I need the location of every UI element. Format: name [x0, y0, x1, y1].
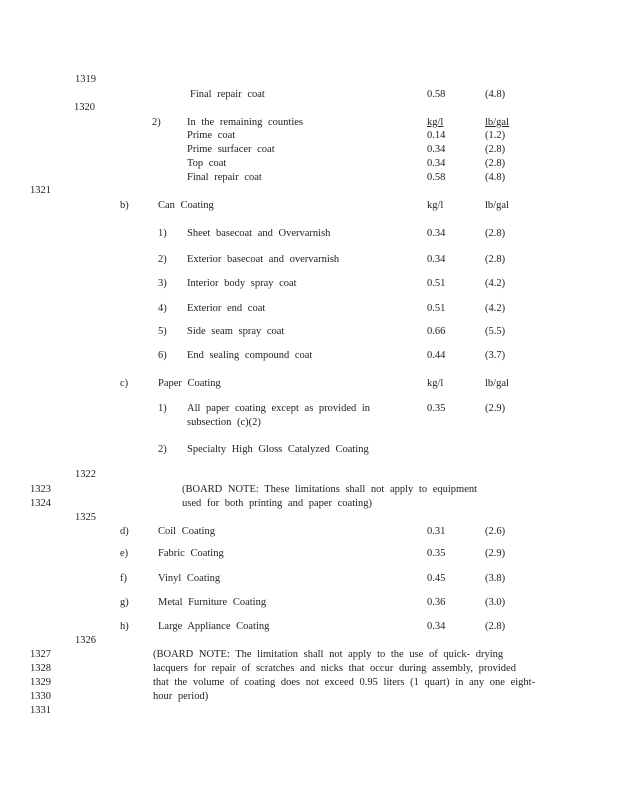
value-lb: (5.5) [485, 326, 506, 337]
row-label: Top coat [187, 158, 227, 169]
item-number: 2) [158, 254, 167, 265]
value-kg: 0.51 [427, 303, 446, 314]
value-kg: 0.34 [427, 621, 446, 632]
line-number: 1319 [75, 74, 96, 85]
line-number: 1330 [30, 691, 51, 702]
value-kg: 0.58 [427, 172, 446, 183]
section-marker: e) [120, 548, 129, 559]
value-kg: 0.66 [427, 326, 446, 337]
value-lb: (2.8) [485, 158, 506, 169]
line-number: 1328 [30, 663, 51, 674]
row-label: Prime coat [187, 130, 236, 141]
line-number: 1327 [30, 649, 51, 660]
unit-kg-header: kg/l [427, 117, 444, 128]
value-kg: 0.58 [427, 89, 446, 100]
unit-lb-header: lb/gal [485, 200, 509, 211]
section-title: Coil Coating [158, 526, 215, 537]
value-lb: (3.8) [485, 573, 506, 584]
item-number: 3) [158, 278, 167, 289]
value-kg: 0.34 [427, 228, 446, 239]
row-label: Prime surfacer coat [187, 144, 275, 155]
section-title: Fabric Coating [158, 548, 224, 559]
line-number: 1331 [30, 705, 51, 716]
value-lb: (2.9) [485, 403, 506, 414]
value-kg: 0.51 [427, 278, 446, 289]
item-number: 4) [158, 303, 167, 314]
item-marker: 2) [152, 117, 161, 128]
row-label: Final repair coat [190, 89, 265, 100]
item-label: Specialty High Gloss Catalyzed Coating [187, 444, 369, 455]
section-title: Can Coating [158, 200, 214, 211]
item-label: End sealing compound coat [187, 350, 313, 361]
line-number: 1326 [75, 635, 96, 646]
item-number: 2) [158, 444, 167, 455]
value-lb: (3.7) [485, 350, 506, 361]
value-lb: (1.2) [485, 130, 506, 141]
section-title: Vinyl Coating [158, 573, 221, 584]
value-kg: 0.45 [427, 573, 446, 584]
line-number: 1321 [30, 185, 51, 196]
value-kg: 0.36 [427, 597, 446, 608]
section-marker: d) [120, 526, 129, 537]
line-number: 1320 [74, 102, 95, 113]
board-note-line: (BOARD NOTE: The limitation shall not apply to the use of quick- drying [153, 649, 504, 660]
section-title: Paper Coating [158, 378, 221, 389]
item-label: Sheet basecoat and Overvarnish [187, 228, 331, 239]
value-lb: (2.6) [485, 526, 506, 537]
board-note-line: used for both printing and paper coating) [182, 498, 373, 509]
section-marker: b) [120, 200, 129, 211]
item-number: 5) [158, 326, 167, 337]
item-number: 6) [158, 350, 167, 361]
board-note-line: hour period) [153, 691, 209, 702]
row-label: Final repair coat [187, 172, 262, 183]
section-title: Large Appliance Coating [158, 621, 270, 632]
value-lb: (2.8) [485, 621, 506, 632]
item-label: Exterior end coat [187, 303, 266, 314]
value-kg: 0.35 [427, 548, 446, 559]
value-kg: 0.34 [427, 158, 446, 169]
section-heading: In the remaining counties [187, 117, 304, 128]
item-label-continued: subsection (c)(2) [187, 417, 261, 428]
value-kg: 0.31 [427, 526, 446, 537]
line-number: 1324 [30, 498, 51, 509]
item-number: 1) [158, 228, 167, 239]
item-label: Side seam spray coat [187, 326, 285, 337]
item-label: All paper coating except as provided in [187, 403, 371, 414]
section-marker: h) [120, 621, 129, 632]
unit-kg-header: kg/l [427, 378, 444, 389]
board-note-line: (BOARD NOTE: These limitations shall not apply to equipment [182, 484, 478, 495]
section-title: Metal Furniture Coating [158, 597, 267, 608]
unit-lb-header: lb/gal [485, 378, 509, 389]
unit-lb-header: lb/gal [485, 117, 509, 128]
item-label: Exterior basecoat and overvarnish [187, 254, 340, 265]
value-kg: 0.14 [427, 130, 446, 141]
value-kg: 0.44 [427, 350, 446, 361]
item-label: Interior body spray coat [187, 278, 297, 289]
line-number: 1329 [30, 677, 51, 688]
section-marker: c) [120, 378, 129, 389]
line-number: 1325 [75, 512, 96, 523]
section-marker: g) [120, 597, 129, 608]
value-lb: (2.8) [485, 228, 506, 239]
value-lb: (2.9) [485, 548, 506, 559]
value-kg: 0.34 [427, 144, 446, 155]
unit-kg-header: kg/l [427, 200, 444, 211]
line-number: 1323 [30, 484, 51, 495]
value-lb: (4.2) [485, 303, 506, 314]
line-number: 1322 [75, 469, 96, 480]
value-lb: (2.8) [485, 254, 506, 265]
value-lb: (3.0) [485, 597, 506, 608]
item-number: 1) [158, 403, 167, 414]
value-lb: (4.8) [485, 89, 506, 100]
value-lb: (4.2) [485, 278, 506, 289]
section-marker: f) [120, 573, 127, 584]
value-lb: (2.8) [485, 144, 506, 155]
board-note-line: that the volume of coating does not exceed 0.95 liters (1 quart) in any one eight- [153, 677, 536, 688]
value-lb: (4.8) [485, 172, 506, 183]
board-note-line: lacquers for repair of scratches and nicks that occur during assembly, provided [153, 663, 516, 674]
value-kg: 0.34 [427, 254, 446, 265]
value-kg: 0.35 [427, 403, 446, 414]
